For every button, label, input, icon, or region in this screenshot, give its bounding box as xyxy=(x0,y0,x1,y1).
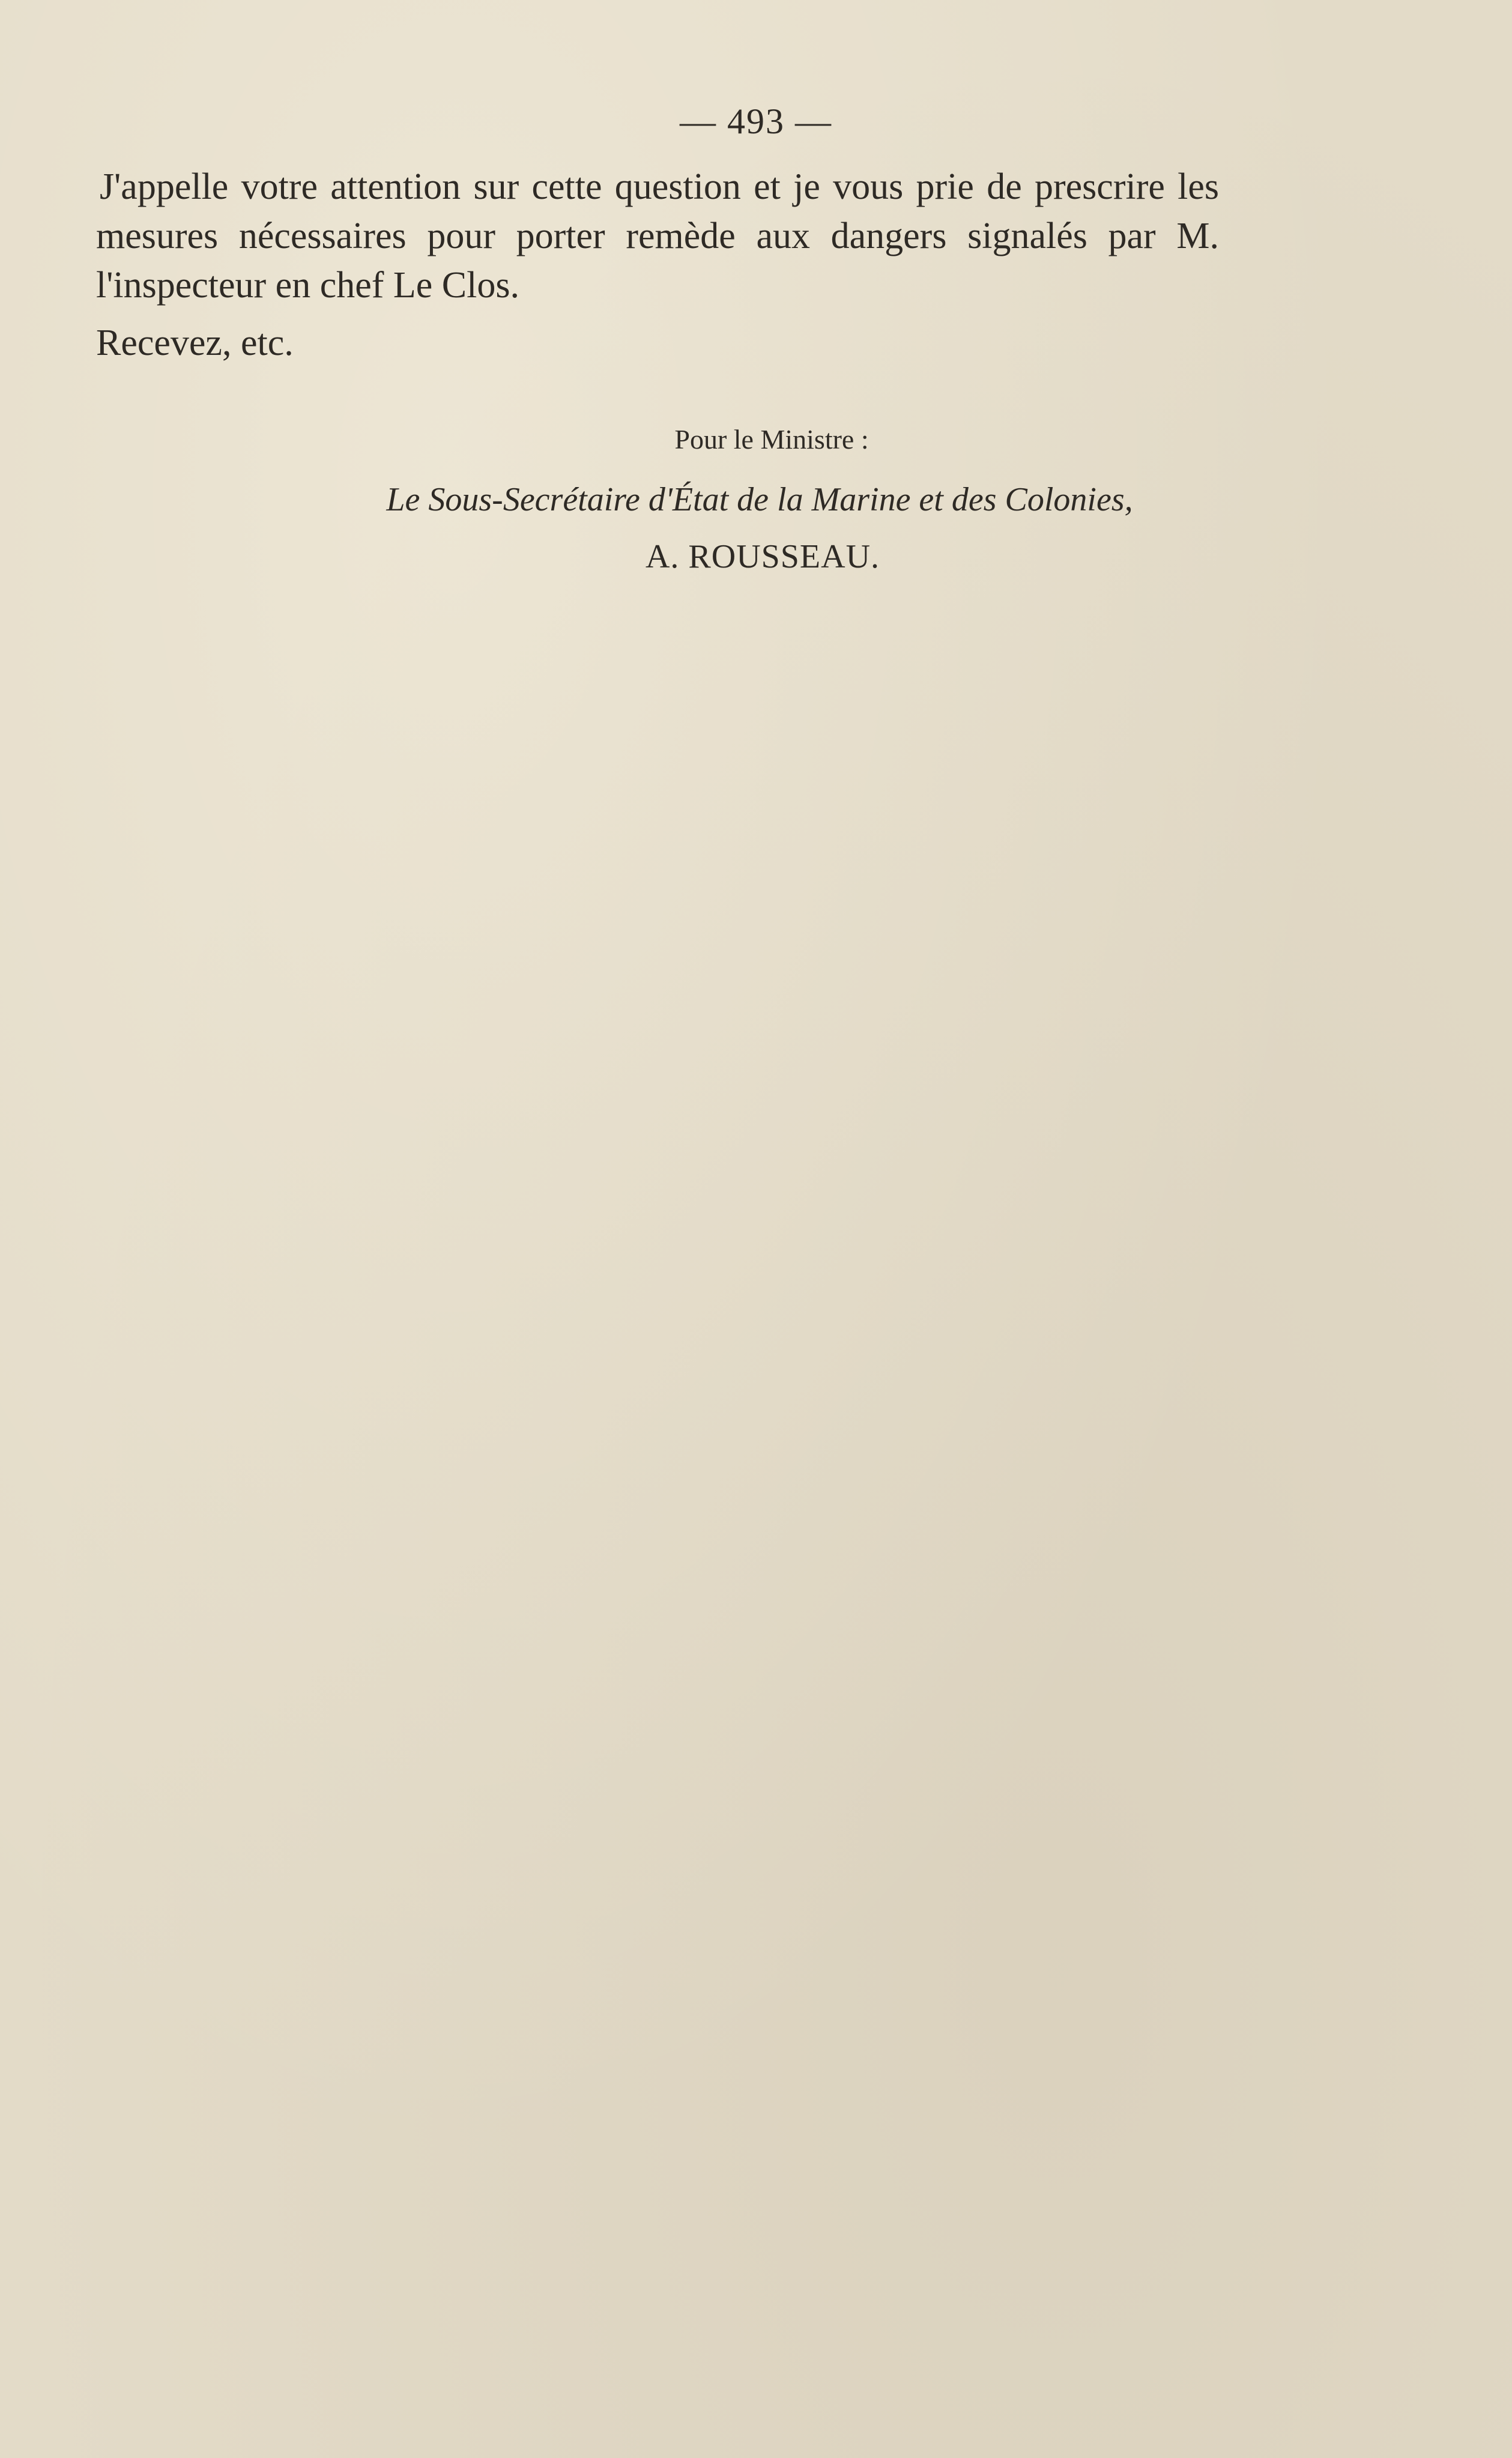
signature-for-minister: Pour le Ministre : xyxy=(674,424,869,455)
body-paragraph: J'appelle votre attention sur cette question et je vous prie de prescrire les mesures nécessaires pour porter remède aux dangers signalés par M. l'inspecteur en chef Le Clos. xyxy=(96,166,1219,306)
signature-title: Le Sous-Secrétaire d'État de la Marine et des Colonies, xyxy=(386,481,1133,518)
closing-salutation: Recevez, etc. xyxy=(96,322,294,363)
page-number: — 493 — xyxy=(680,101,832,141)
letter-body xyxy=(96,162,1219,368)
signature-name: A. ROUSSEAU. xyxy=(645,538,880,575)
